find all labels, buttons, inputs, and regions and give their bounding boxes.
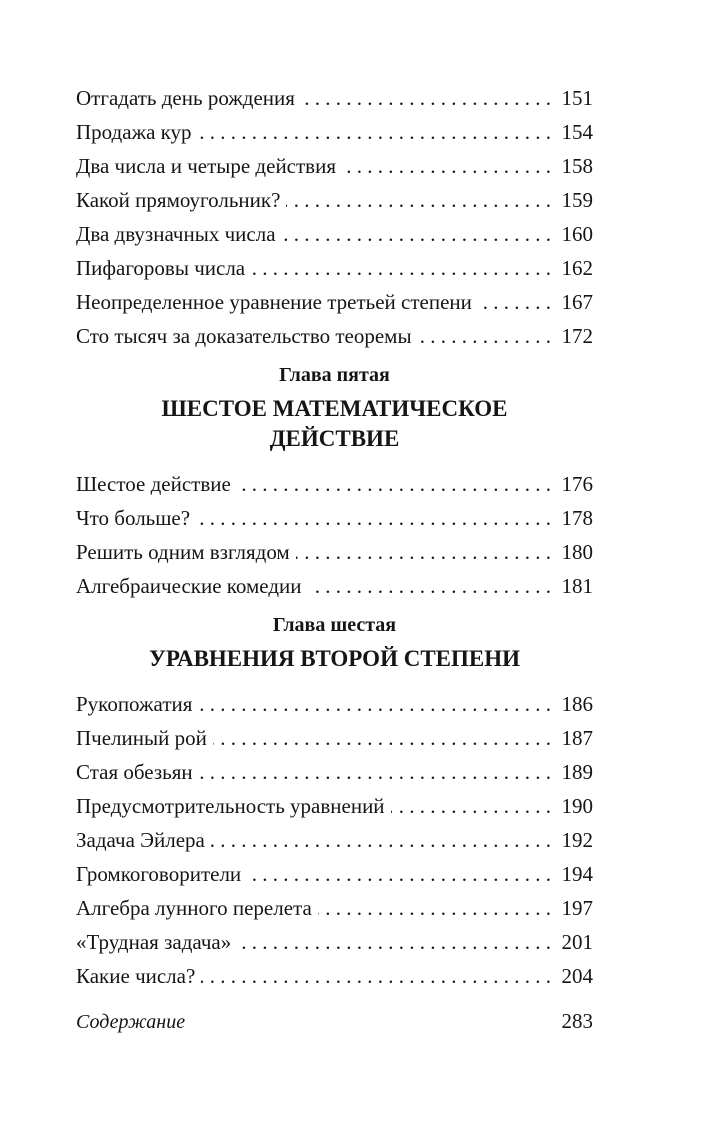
toc-entry [76, 535, 593, 569]
toc-entry [76, 217, 593, 251]
toc-entry-title: Громкоговорители [76, 862, 242, 886]
dot-leader [282, 217, 551, 251]
toc-entry [76, 319, 593, 353]
toc-entry-page: 167 [561, 290, 593, 314]
dot-leader [196, 501, 551, 535]
toc-entry-title: Рукопожатия [76, 692, 193, 716]
toc-entry-title: Два двузначных числа [76, 222, 276, 246]
toc-entry-page: 204 [561, 964, 593, 988]
chapter-label: Глава пятая [279, 364, 390, 386]
toc-entry-page: 154 [561, 120, 593, 144]
toc-entry-title: Неопределенное уравнение третьей степени [76, 290, 472, 314]
toc-entry-page: 160 [561, 222, 593, 246]
dot-leader [211, 823, 551, 857]
dot-leader [213, 721, 551, 755]
dot-leader [418, 319, 551, 353]
dot-leader [201, 959, 551, 993]
dot-leader [237, 467, 551, 501]
toc-section-chapter4-continued [76, 81, 593, 353]
toc-entry [76, 959, 593, 993]
toc-entry-page: 190 [561, 794, 593, 818]
dot-leader [308, 569, 551, 603]
toc-entry [76, 721, 593, 755]
toc-entry-title: Алгебра лунного перелета [76, 896, 312, 920]
toc-entry-page: 178 [561, 506, 593, 530]
toc-entry [76, 149, 593, 183]
toc-entry-page: 172 [561, 324, 593, 348]
dot-leader [301, 81, 551, 115]
footer-page-number: 283 [561, 1009, 593, 1033]
toc-entry-list [76, 467, 593, 603]
toc-entry-page: 151 [561, 86, 593, 110]
toc-entry [76, 925, 593, 959]
toc-entry-title: Стая обезьян [76, 760, 193, 784]
toc-entry-page: 180 [561, 540, 593, 564]
toc-entry-title: Какие числа? [76, 964, 196, 988]
toc-entry [76, 789, 593, 823]
toc-entry [76, 501, 593, 535]
toc-entry [76, 285, 593, 319]
toc-entry-title: Пифагоровы числа [76, 256, 246, 280]
toc-entry-title: Шестое действие [76, 472, 231, 496]
toc-entry-title: Решить одним взглядом [76, 540, 290, 564]
toc-entry [76, 81, 593, 115]
toc-entry [76, 183, 593, 217]
toc-entry-page: 187 [561, 726, 593, 750]
toc-entry-page: 176 [561, 472, 593, 496]
toc-entry-title: Задача Эйлера [76, 828, 205, 852]
toc-entry [76, 687, 593, 721]
toc-entry-page: 189 [561, 760, 593, 784]
dot-leader [286, 183, 551, 217]
toc-entry [76, 251, 593, 285]
toc-entry-title: Сто тысяч за доказательство теоремы [76, 324, 412, 348]
dot-leader [247, 857, 551, 891]
toc-entry [76, 115, 593, 149]
toc-entry [76, 467, 593, 501]
toc-entry-page: 194 [561, 862, 593, 886]
toc-entry [76, 857, 593, 891]
toc-entry [76, 891, 593, 925]
toc-entry-page: 159 [561, 188, 593, 212]
toc-entry-title: Предусмотрительность уравнений [76, 794, 385, 818]
toc-entry-title: Что больше? [76, 506, 191, 530]
chapter-label: Глава шестая [272, 614, 397, 636]
chapter-title: УРАВНЕНИЯ ВТОРОЙ СТЕПЕНИ [148, 646, 521, 671]
toc-entry-title: Пчелиный рой [76, 726, 207, 750]
dot-leader [296, 535, 551, 569]
dot-leader [318, 891, 551, 925]
toc-entry-list [76, 81, 593, 353]
toc-entry-page: 162 [561, 256, 593, 280]
dot-leader [342, 149, 551, 183]
chapter-title: ШЕСТОЕ МАТЕМАТИЧЕСКОЕ ДЕЙСТВИЕ [161, 396, 508, 451]
dot-leader [198, 687, 551, 721]
toc-entry-title: Продажа кур [76, 120, 192, 144]
toc-entry [76, 823, 593, 857]
toc-entry-title: Отгадать день рождения [76, 86, 295, 110]
dot-leader [478, 285, 551, 319]
toc-entry-page: 186 [561, 692, 593, 716]
toc-entry-title: Алгебраические комедии [76, 574, 302, 598]
toc-entry [76, 569, 593, 603]
toc-entry-page: 158 [561, 154, 593, 178]
toc-entry-page: 201 [561, 930, 593, 954]
toc-entry-title: Какой прямоугольник? [76, 188, 281, 212]
toc-section-chapter5 [76, 363, 593, 603]
dot-leader [391, 789, 551, 823]
toc-entry-list [76, 687, 593, 993]
dot-leader [251, 251, 551, 285]
toc-entry-page: 197 [561, 896, 593, 920]
footer-section-label: Содержание [76, 1011, 186, 1033]
toc-entry [76, 755, 593, 789]
dot-leader [199, 755, 551, 789]
dot-leader [237, 925, 551, 959]
page-footer [76, 1008, 593, 1035]
toc-entry-page: 192 [561, 828, 593, 852]
toc-entry-title: «Трудная задача» [76, 930, 232, 954]
toc-entry-title: Два числа и четыре действия [76, 154, 336, 178]
toc-entry-page: 181 [561, 574, 593, 598]
dot-leader [198, 115, 551, 149]
toc-section-chapter6 [76, 613, 593, 993]
